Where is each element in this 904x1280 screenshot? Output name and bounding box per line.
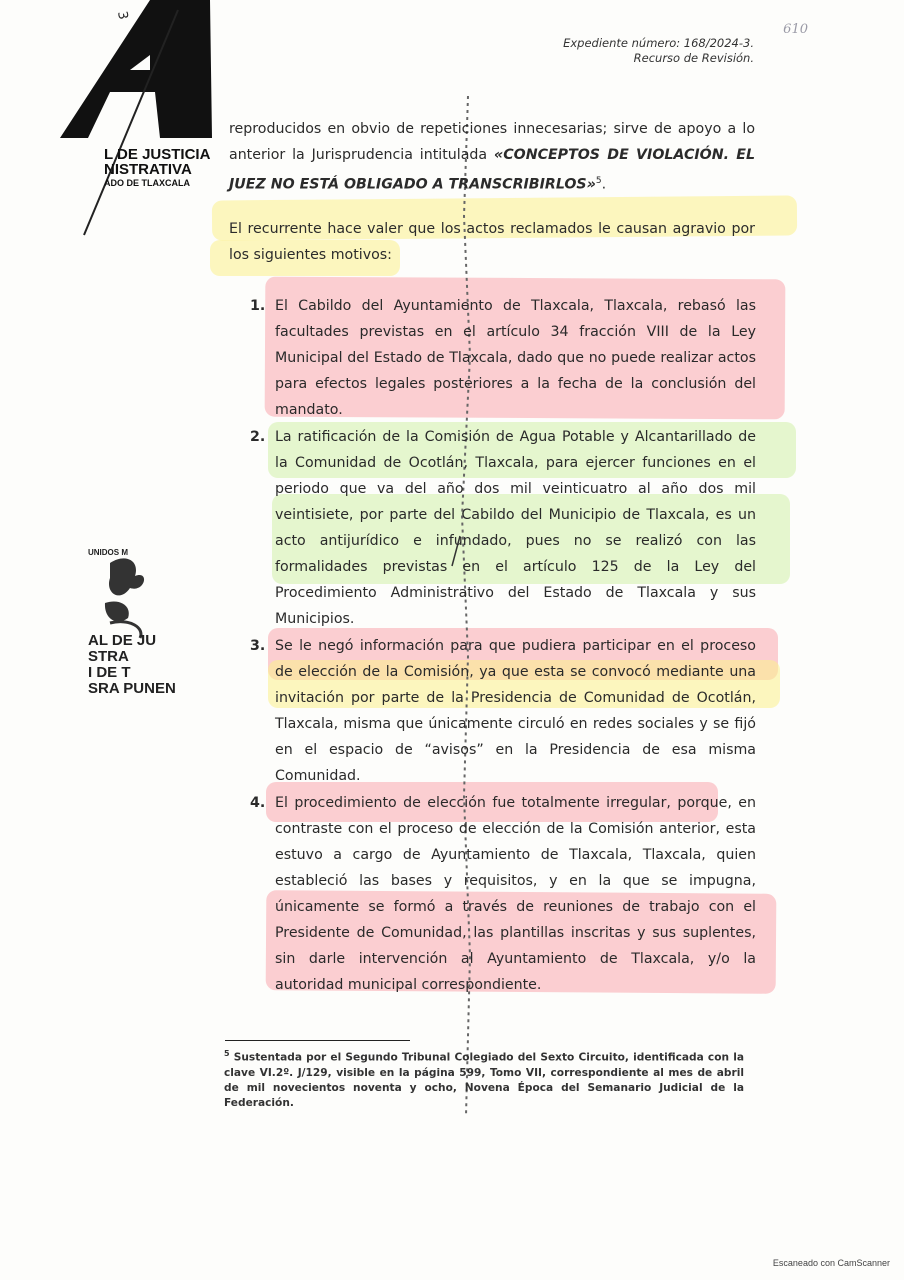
intro-paragraph bbox=[229, 116, 755, 198]
item-text: El procedimiento de elección fue totalmente irregular, porque, en contraste con el proceso de elección de la Comisión anterior, esta estuvo a cargo de Ayuntamiento de Tlaxcala, Tlaxcala, quien estableció las bases y requisitos, y en la que se impugna, únicamente se formó a través de reuniones de trabajo con el Presidente de Comunidad, las plantillas inscritas y sus suplentes, sin darle intervención al Ayuntamiento de Tlaxcala, y/o la autoridad municipal correspondiente. bbox=[275, 795, 756, 993]
case-header bbox=[563, 36, 754, 66]
logo-line-1: L DE JUSTICIA bbox=[104, 146, 211, 163]
list-item bbox=[250, 633, 756, 789]
list-item bbox=[250, 424, 756, 632]
scanner-label: Escaneado con CamScanner bbox=[772, 1258, 890, 1268]
seal-line-1: AL DE JU bbox=[88, 632, 157, 649]
logo-line-3: ADO DE TLAXCALA bbox=[104, 178, 190, 188]
case-number: Expediente número: 168/2024-3. bbox=[563, 36, 754, 50]
intro-end: . bbox=[601, 176, 607, 193]
seal-line-3: I DE T bbox=[88, 664, 131, 681]
list-item bbox=[250, 790, 756, 998]
item-text: El Cabildo del Ayuntamiento de Tlaxcala, Tlaxcala, rebasó las facultades previstas en el artículo 34 fracción VIII de la Ley Municipal del Estado de Tlaxcala, dado que no puede realizar actos para efectos legales posteriores a la fecha de la conclusión del mandato. bbox=[275, 298, 756, 418]
jurisprudence-title: «CONCEPTOS DE VIOLACIÓN. EL JUEZ NO ESTÁ OBLIGADO A TRANSCRIBIRLOS» bbox=[229, 147, 755, 193]
footnote-divider bbox=[225, 1040, 410, 1041]
footnote-ref: 5 bbox=[595, 176, 602, 186]
logo-line-2: NISTRATIVA bbox=[104, 161, 192, 178]
footnote-text: Sustentada por el Segundo Tribunal Colegiado del Sexto Circuito, identificada con la clave VI.2º. J/129, visible en la página 599, Tomo VII, correspondiente al mes de abril de mil novecientos noventa y ocho, Novena Época del Semanario Judicial de la Federación. bbox=[224, 1051, 744, 1109]
footnote bbox=[224, 1046, 744, 1111]
seal-line-4: SRA PUNEN bbox=[88, 680, 176, 697]
tribunal-logo-icon bbox=[0, 0, 230, 250]
item-number: 2. bbox=[250, 429, 266, 445]
lead-paragraph: El recurrente hace valer que los actos reclamados le causan agravio por los siguientes motivos: bbox=[229, 221, 755, 263]
appeal-type: Recurso de Revisión. bbox=[633, 51, 754, 65]
item-text: Se le negó información para que pudiera participar en el proceso de elección de la Comisión, ya que esta se convocó mediante una invitación por parte de la Presidencia de Comunidad de Ocotlán, Tlaxcala, misma que únicamente circuló en redes sociales y se fijó en el espacio de “avisos” en la Presidencia de esa misma Comunidad. bbox=[275, 638, 756, 784]
intro-text: reproducidos en obvio de repeticiones innecesarias; sirve de apoyo a lo anterior la Jurisprudencia intitulada bbox=[229, 121, 755, 163]
item-number: 4. bbox=[250, 795, 266, 811]
svg-text:3: 3 bbox=[114, 10, 131, 21]
seal-top-text: UNIDOS M bbox=[88, 548, 128, 557]
item-number: 3. bbox=[250, 638, 266, 654]
footnote-number: 5 bbox=[224, 1049, 230, 1058]
handwritten-page-number: 610 bbox=[783, 22, 808, 37]
grievance-list bbox=[250, 293, 756, 999]
list-item bbox=[250, 293, 756, 423]
item-text: La ratificación de la Comisión de Agua Potable y Alcantarillado de la Comunidad de Ocotlán, Tlaxcala, para ejercer funciones en el periodo que va del año dos mil veinticuatro al año dos mil veintisiete, por parte del Cabildo del Municipio de Tlaxcala, es un acto antijurídico e infundado, pues no se realizó con las formalidades previstas en el artículo 125 de la Ley del Procedimiento Administrativo del Estado de Tlaxcala y sus Municipios. bbox=[275, 429, 756, 627]
seal-line-2: STRA bbox=[88, 648, 129, 665]
item-number: 1. bbox=[250, 298, 266, 314]
